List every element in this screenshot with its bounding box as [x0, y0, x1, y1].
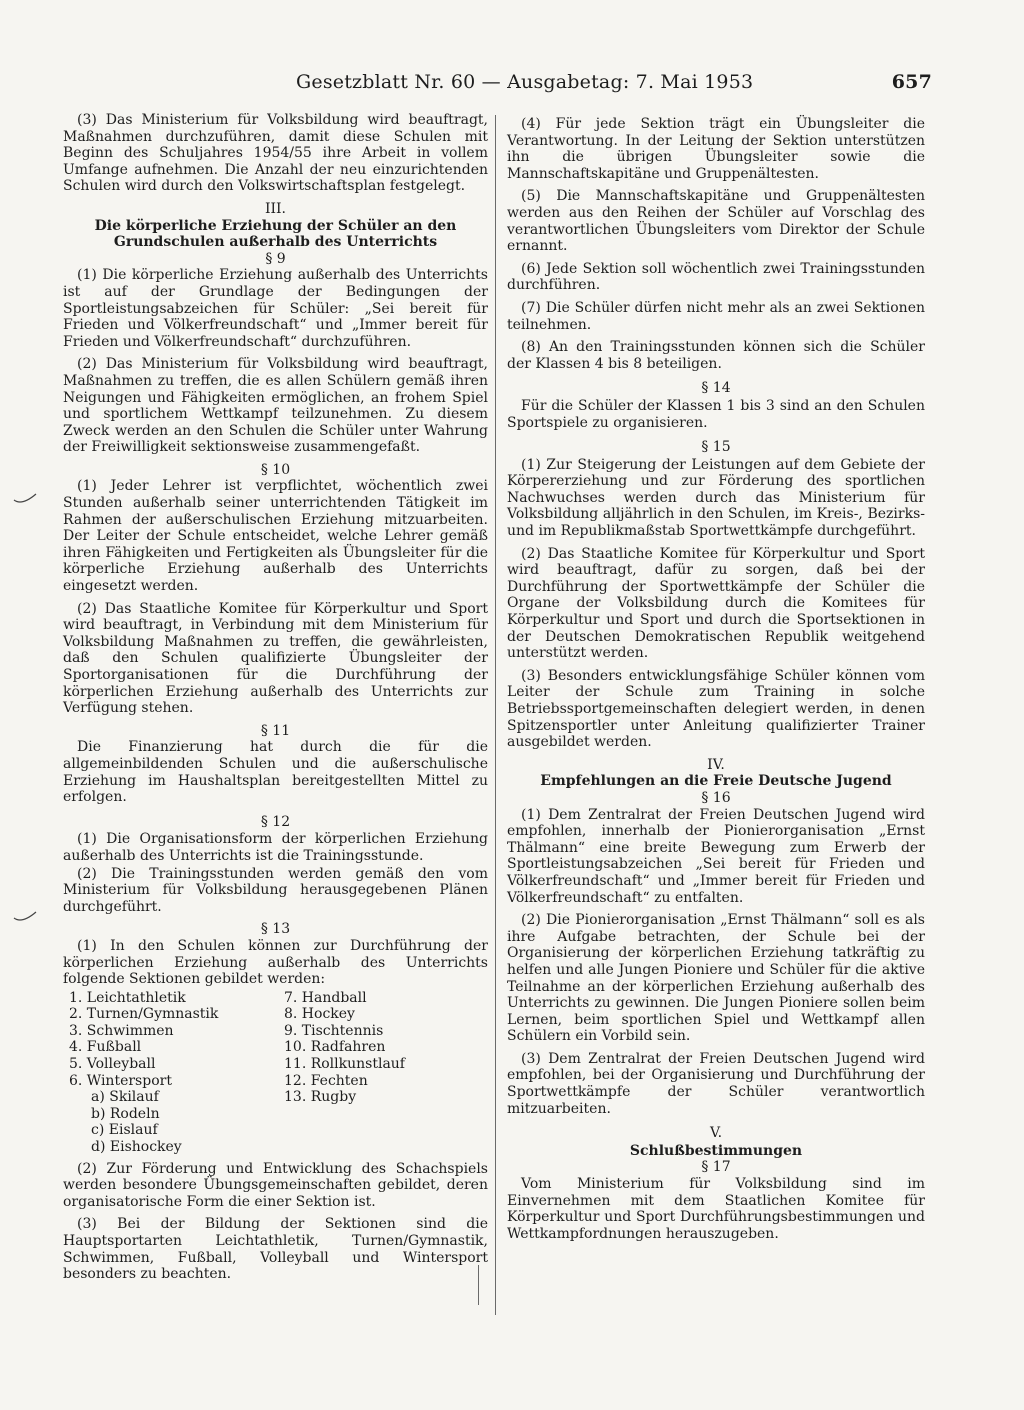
sections-list-b — [284, 990, 405, 1156]
paragraph: (6) Jede Sektion soll wöchentlich zwei Trainingsstunden durchführen. — [507, 260, 925, 294]
section-heading: § 17 — [701, 1159, 731, 1176]
paragraph: (2) Das Staatliche Komitee für Körperkultur und Sport wird beauftragt, in Verbindung mit dem Ministerium für Volksbildung Maßnahmen zu treffen, die gewährleisten, daß den Schulen qualifizierte Übungsleiter der Sportorganisationen für die Durchführung der körperlichen Erziehung außerhalb des Unterrichts zur Verfügung stehen. — [63, 600, 488, 717]
part-number: V. — [709, 1125, 723, 1142]
column-divider — [495, 115, 496, 1315]
list-item: 9. Tischtennis — [284, 1022, 384, 1039]
paragraph: (2) Zur Förderung und Entwicklung des Schachspiels werden besondere Übungsgemeinschaften gebildet, deren organisatorische Form die einer Sektion ist. — [63, 1160, 488, 1210]
list-item: 5. Volleyball — [69, 1056, 156, 1073]
list-item: 4. Fußball — [69, 1039, 142, 1056]
paragraph: (3) Das Ministerium für Volksbildung wird beauftragt, Maßnahmen durchzuführen, damit diese Schulen mit Beginn des Schuljahres 1954/55 ihre Arbeit in vollem Umfange aufnehmen. Die Anzahl der neu einzurichtenden Schulen wird durch den Volkswirtschaftsplan festgelegt. — [63, 112, 488, 195]
page-number: 657 — [891, 71, 932, 93]
paragraph: (7) Die Schüler dürfen nicht mehr als an zwei Sektionen teilnehmen. — [507, 299, 925, 333]
header-title: Gesetzblatt Nr. 60 — Ausgabetag: 7. Mai 1953 — [296, 71, 754, 93]
list-subitem: c) Eislauf — [91, 1122, 158, 1139]
sections-list-a — [63, 990, 284, 1156]
section-heading: § 15 — [701, 439, 731, 456]
paragraph: (1) Jeder Lehrer ist verpflichtet, wöchentlich zwei Stunden außerhalb seiner unterrichtenden Tätigkeit im Rahmen der außerschulischen Erziehung mitzuarbeiten. Der Leiter der Schule entscheidet, welche Lehrer gemäß ihren Fähigkeiten und Fertigkeiten als Übungsleiter für die körperliche Erziehung außerhalb des Unterrichts eingesetzt werden. — [63, 478, 488, 595]
paragraph: (1) Die körperliche Erziehung außerhalb des Unterrichts ist auf der Grundlage der Bedingungen der Sportleistungsabzeichen für Schüler: „Sei bereit für Frieden und Völkerfreundschaft“ und „Immer bereit für Frieden und Völkerfreundschaft“ durchzuführen. — [63, 267, 488, 350]
list-subitem: b) Rodeln — [91, 1105, 160, 1122]
paragraph: Für die Schüler der Klassen 1 bis 3 sind an den Schulen Sportspiele zu organisieren. — [507, 397, 925, 431]
list-item: 3. Schwimmen — [69, 1022, 174, 1039]
part-number: III. — [264, 200, 287, 217]
paragraph: (8) An den Trainingsstunden können sich die Schüler der Klassen 4 bis 8 beteiligen. — [507, 339, 925, 372]
left-column — [63, 112, 488, 1289]
list-subitem: a) Skilauf — [91, 1089, 159, 1106]
paragraph: (5) Die Mannschaftskapitäne und Gruppenältesten werden aus den Reihen der Schüler auf Vorschlag des verantwortlichen Übungsleiters vom Direktor der Schule ernannt. — [507, 188, 925, 255]
paragraph: (2) Das Staatliche Komitee für Körperkultur und Sport wird beauftragt, dafür zu sorgen, daß bei der Durchführung der Sportwettkämpfe der Schüler die Organe der Volksbildung durch die Komitees für Körperkultur und Sport und durch die Sportsektionen in der Deutschen Demokratischen Republik weitgehend unterstützt werden. — [507, 545, 925, 662]
list-subitem: d) Eishockey — [91, 1139, 182, 1156]
section-heading: § 11 — [260, 722, 291, 739]
list-item: 10. Radfahren — [284, 1039, 386, 1056]
list-item: 2. Turnen/Gymnastik — [69, 1006, 219, 1023]
paragraph: (1) Dem Zentralrat der Freien Deutschen Jugend wird empfohlen, innerhalb der Pionierorganisation „Ernst Thälmann“ eine breite Bewegung zum Erwerb der Sportleistungsabzeichen „Sei bereit für Frieden und Völkerfreundschaft“ und „Immer bereit für Frieden und Völkerfreundschaft“ zu entfalten. — [507, 806, 925, 906]
paragraph: (2) Die Pionierorganisation „Ernst Thälmann“ soll es als ihre Aufgabe betrachten, der Schule bei der Organisierung der körperlichen Erziehung tatkräftig zu helfen und alle Jungen Pioniere und Schüler für die aktive Teilnahme an der körperlichen Erziehung außerhalb des Unterrichts zu gewinnen. Die Jungen Pioniere sollen beim Lernen, beim sportlichen Spiel und Wettkampf allen Schülern ein Vorbild sein. — [507, 912, 925, 1045]
list-item: 13. Rugby — [284, 1089, 357, 1106]
section-heading: § 9 — [265, 250, 286, 267]
paragraph: (3) Besonders entwicklungsfähige Schüler können vom Leiter der Schule zum Training in solche Betriebssportgemeinschaften delegiert werden, in denen Spitzensportler unter Anleitung qualifizierter Trainer ausgebildet werden. — [507, 667, 925, 751]
list-item: 1. Leichtathletik — [69, 989, 186, 1006]
paragraph: (4) Für jede Sektion trägt ein Übungsleiter die Verantwortung. In der Leitung der Sektion unterstützen ihn die übrigen Übungsleiter sowie die Mannschaftskapitäne und Gruppenältesten. — [507, 116, 925, 182]
paragraph: (3) Bei der Bildung der Sektionen sind die Hauptsportarten Leichtathletik, Turnen/Gymnastik, Schwimmen, Fußball, Volleyball und Wintersport besonders zu beachten. — [63, 1216, 488, 1283]
list-item: 12. Fechten — [284, 1072, 368, 1089]
paragraph: Die Finanzierung hat durch die für die allgemeinbildenden Schulen und die außerschulische Erziehung im Haushaltsplan bereitgestellten Mittel zu erfolgen. — [63, 739, 488, 806]
part-title: Die körperliche Erziehung der Schüler an den Grundschulen außerhalb des Unterrichts — [94, 217, 457, 251]
part-title: Empfehlungen an die Freie Deutsche Jugend — [540, 773, 892, 790]
section-heading: § 16 — [701, 789, 731, 806]
sections-list — [63, 990, 488, 1156]
paragraph: (1) Die Organisationsform der körperlichen Erziehung außerhalb des Unterrichts ist die Trainingsstunde. — [63, 831, 488, 864]
right-column — [507, 116, 925, 1248]
paragraph: (1) In den Schulen können zur Durchführung der körperlichen Erziehung außerhalb des Unterrichts folgende Sektionen gebildet werden: — [63, 937, 488, 988]
paragraph: (3) Dem Zentralrat der Freien Deutschen Jugend wird empfohlen, bei der Organisierung und Durchführung der Sportwettkämpfe der Schüler verantwortlich mitzuarbeiten. — [507, 1050, 925, 1117]
list-item: 6. Wintersport — [69, 1072, 172, 1089]
list-item: 7. Handball — [284, 989, 367, 1006]
section-heading: § 13 — [260, 921, 291, 938]
section-heading: § 10 — [260, 461, 291, 478]
part-number: IV. — [707, 756, 725, 773]
paragraph: (2) Die Trainingsstunden werden gemäß den vom Ministerium für Volksbildung herausgegebenen Plänen durchgeführt. — [63, 865, 488, 915]
part-title: Schlußbestimmungen — [629, 1142, 803, 1159]
section-heading: § 14 — [701, 380, 731, 397]
section-heading: § 12 — [260, 813, 291, 830]
paragraph: (2) Das Ministerium für Volksbildung wird beauftragt, Maßnahmen zu treffen, die es allen Schülern gemäß ihren Neigungen und Fähigkeiten ermöglichen, an frohem Spiel und sportlichem Wettkampf teilzunehmen. Zu diesem Zweck werden an den Schulen die Schüler unter Wahrung der Freiwilligkeit sektionsweise zusammengefaßt. — [63, 356, 488, 456]
margin-check-mark — [12, 910, 38, 924]
list-item: 8. Hockey — [284, 1006, 355, 1023]
paragraph: Vom Ministerium für Volksbildung sind im Einvernehmen mit dem Staatlichen Komitee für Körperkultur und Sport Durchführungsbestimmungen und Wettkampfordnungen herauszugeben. — [507, 1176, 925, 1242]
list-item: 11. Rollkunstlauf — [284, 1056, 405, 1073]
paragraph: (1) Zur Steigerung der Leistungen auf dem Gebiete der Körpererziehung und zur Förderung des sportlichen Nachwuchses werden durch das Ministerium für Volksbildung alljährlich in den Schulen, im Kreis-, Bezirks- und im Republikmaßstab Sportwettkämpfe durchgeführt. — [507, 456, 925, 540]
margin-check-mark — [12, 492, 38, 506]
